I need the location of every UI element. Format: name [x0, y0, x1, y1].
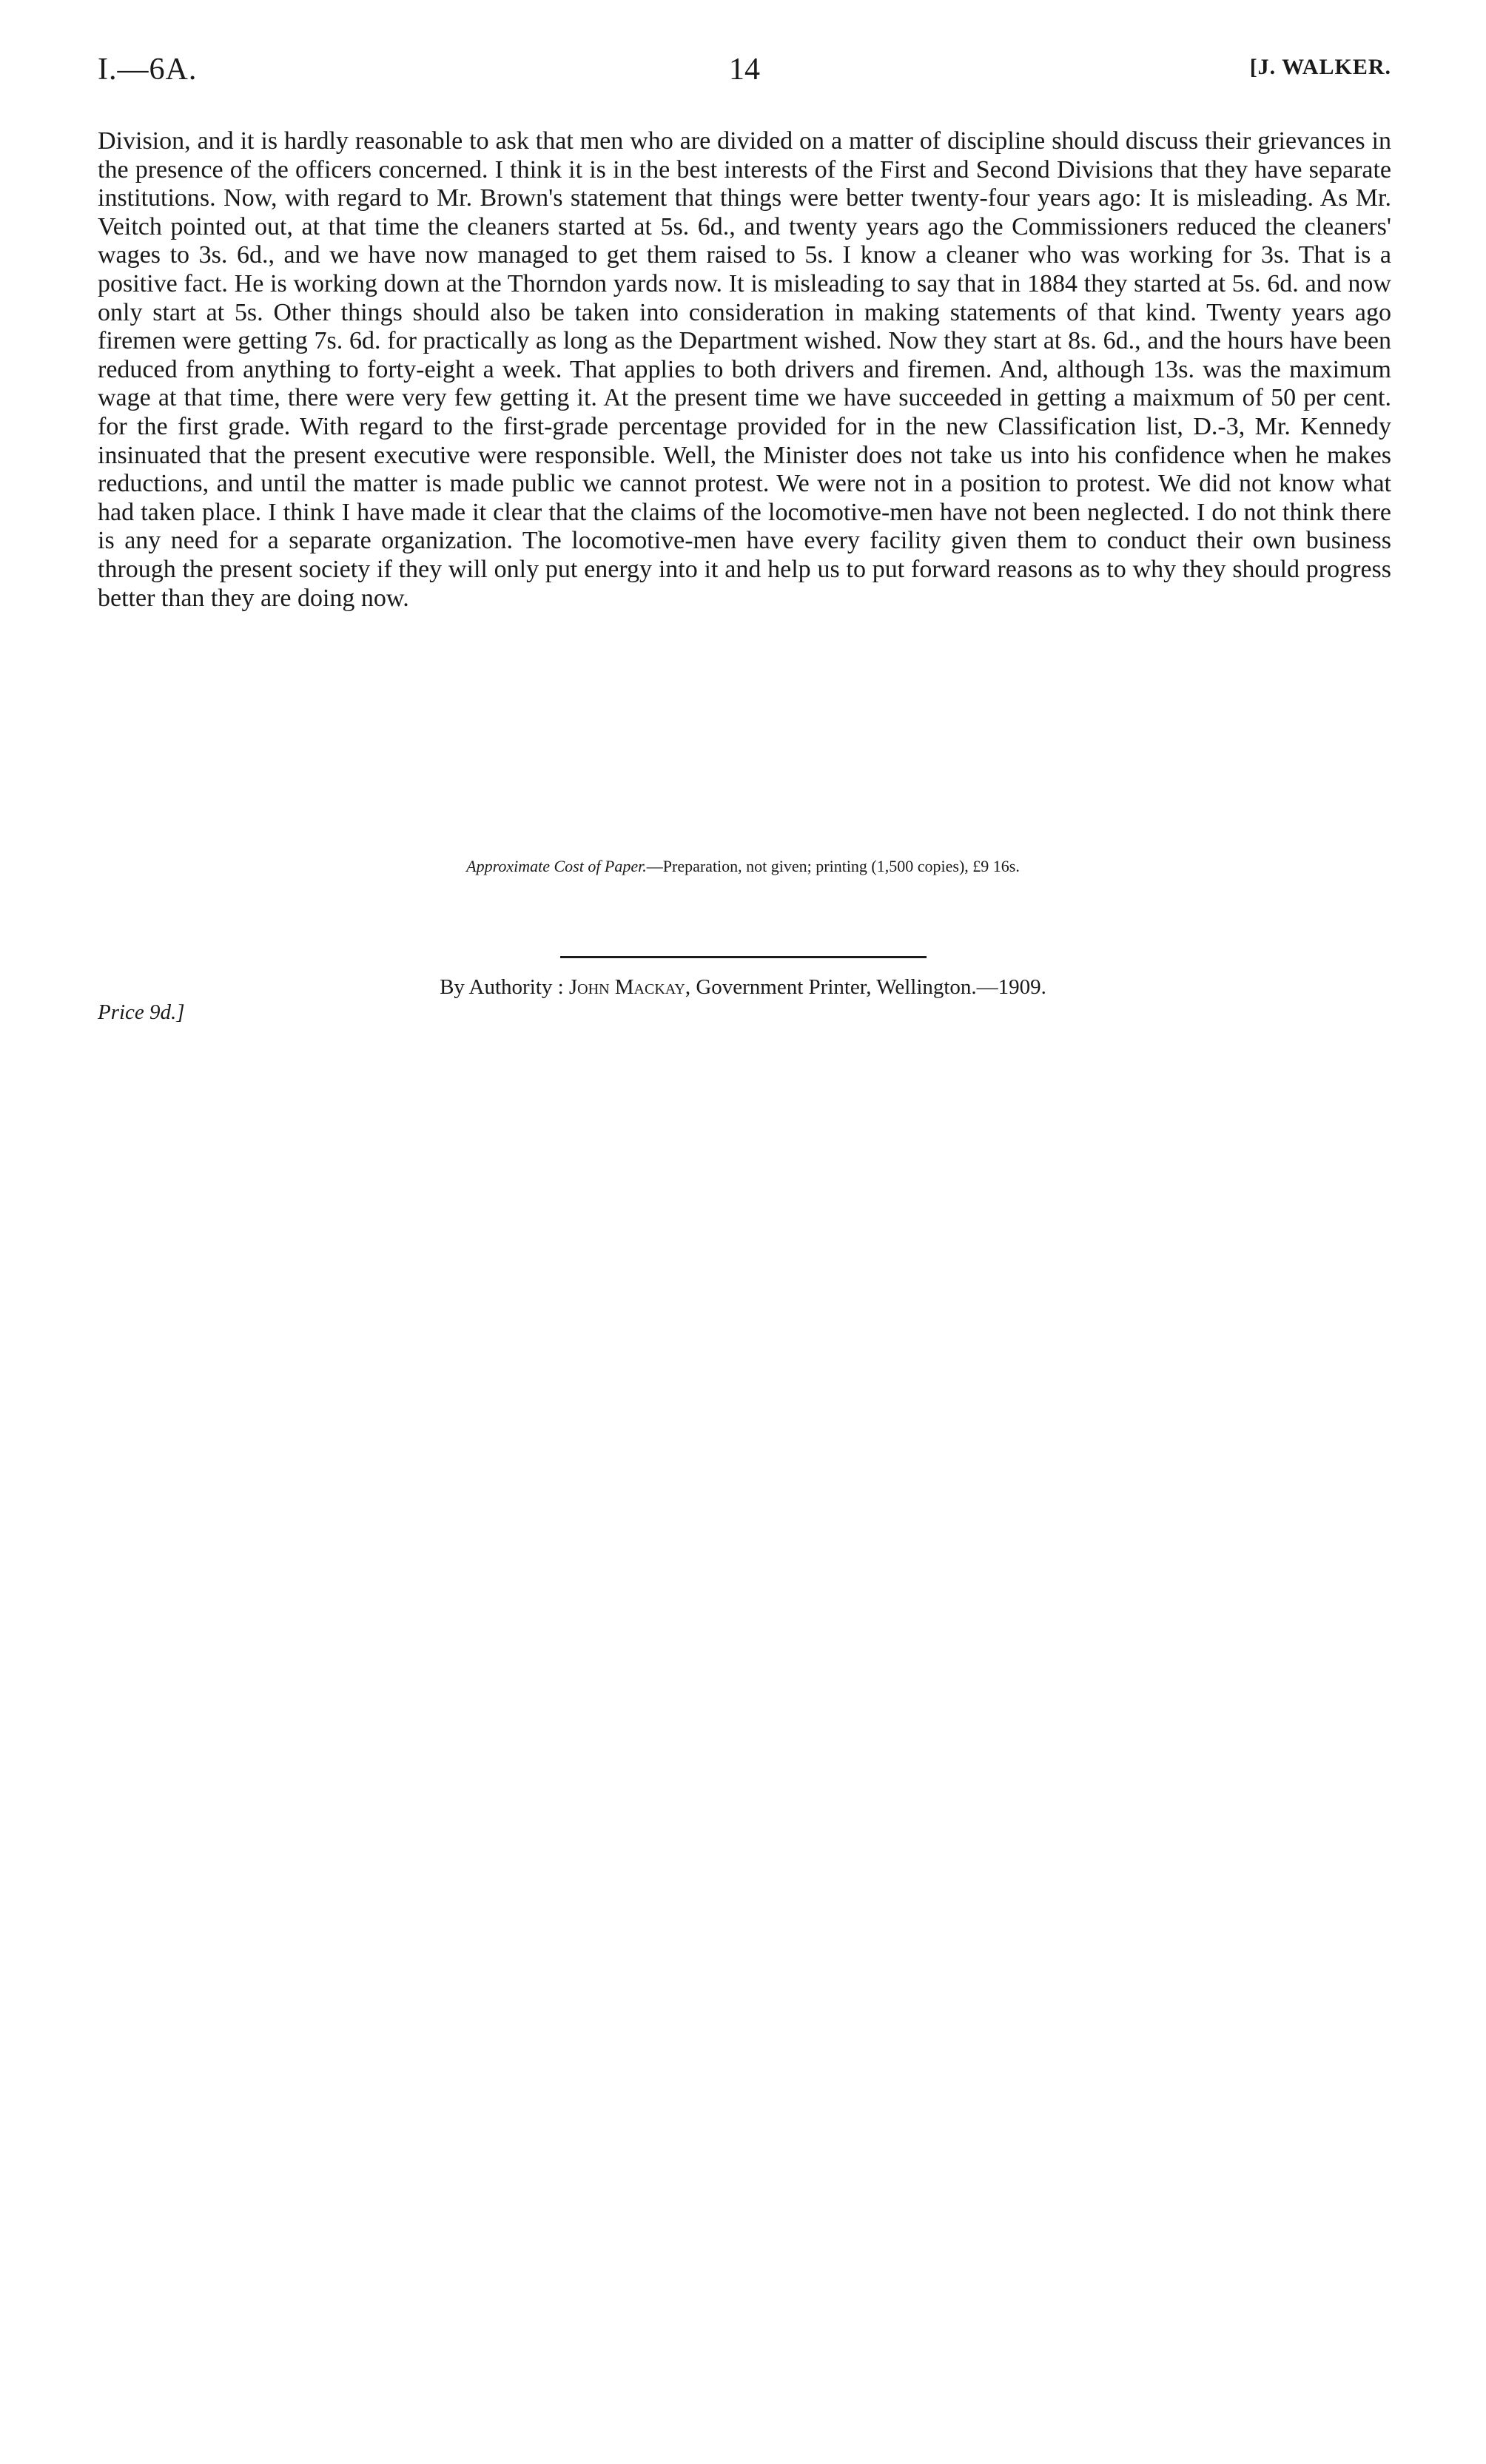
page-header [98, 52, 1391, 96]
price-note: Price 9d.] [98, 1000, 185, 1024]
cost-label: Approximate Cost of Paper. [466, 857, 647, 875]
printer-name: John Mackay [568, 975, 685, 999]
page-number: 14 [729, 53, 760, 87]
cost-of-paper-note [0, 857, 1486, 876]
printer-authority-line [0, 975, 1486, 1000]
speaker-name: [J. WALKER. [1249, 55, 1391, 79]
authority-prefix: By Authority : [440, 975, 564, 999]
divider-rule [560, 956, 927, 958]
authority-suffix: , Government Printer, Wellington.—1909. [685, 975, 1046, 999]
cost-text: —Preparation, not given; printing (1,500 copies), £9 16s. [646, 857, 1020, 875]
document-reference: I.—6A. [98, 53, 198, 87]
testimony-paragraph: Division, and it is hardly reasonable to ask that men who are divided on a matter of discipline should discuss their grievances in the presence of the officers concerned. I think it is in the best interests of the First and Second Divisions that they have separate institutions. Now, with regard to Mr. Brown's statement that things were better twenty-four years ago: It is misleading. As Mr. Veitch pointed out, at that time the cleaners started at 5s. 6d., and twenty years ago the Commissioners reduced the cleaners' wages to 3s. 6d., and we have now managed to get them raised to 5s. I know a cleaner who was working for 3s. That is a positive fact. He is working down at the Thorndon yards now. It is misleading to say that in 1884 they started at 5s. 6d. and now only start at 5s. Other things should also be taken into consideration in making statements of that kind. Twenty years ago firemen were getting 7s. 6d. for practically as long as the Department wished. Now they start at 8s. 6d., and the hours have been reduced from anything to forty-eight a week. That applies to both drivers and firemen. And, although 13s. was the maximum wage at that time, there were very few getting it. At the present time we have succeeded in getting a maixmum of 50 per cent. for the first grade. With regard to the first-grade percentage provided for in the new Classification list, D.-3, Mr. Kennedy insinuated that the present executive were responsible. Well, the Minister does not take us into his confidence when he makes reductions, and until the matter is made public we cannot protest. We were not in a position to protest. We did not know what had taken place. I think I have made it clear that the claims of the locomotive-men have not been neglected. I do not think there is any need for a separate organization. The locomotive-men have every facility given them to conduct their own business through the present society if they will only put energy into it and help us to put forward reasons as to why they should progress better than they are doing now. [98, 127, 1391, 612]
